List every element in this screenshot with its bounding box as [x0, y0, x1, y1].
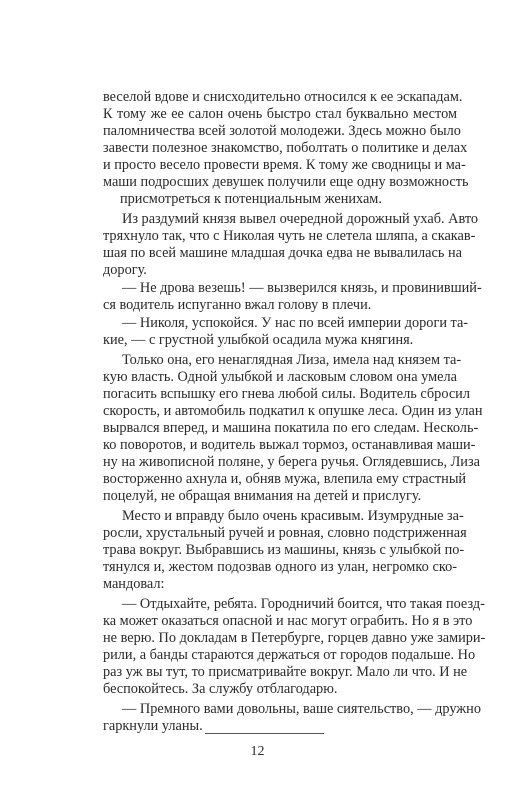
- text-line: не верю. По докладам в Петербурге, горцев давно уже замири-: [103, 630, 486, 646]
- text-line: дорогу.: [103, 262, 147, 278]
- text-line: завести полезное знакомство, поболтать о политике и делах: [103, 140, 468, 156]
- text-line: мандовал:: [103, 576, 165, 592]
- text-line: — Отдыхайте, ребята. Городничий боится, что такая поезд-: [122, 596, 485, 612]
- text-line: росли, хрустальный ручей и ровная, словно подстриженная: [103, 525, 467, 541]
- text-line: ка может оказаться опасной и нас могут ограбить. Но я в это: [103, 613, 473, 629]
- text-line: паломничества всей золотой молодежи. Здесь можно было: [103, 123, 461, 139]
- text-line: Из раздумий князя вывел очередной дорожный ухаб. Авто: [122, 211, 479, 227]
- text-line: и просто весело провести время. К тому же сводницы и ма-: [103, 157, 466, 173]
- text-line: тряхнуло так, что с Николая чуть не слетела шляпа, а скакав-: [103, 228, 476, 244]
- text-line: тянулся и, жестом подозвав одного из улан, негромко ско-: [103, 559, 457, 575]
- text-line: — Премного вами довольны, ваше сиятельство, — дружно: [122, 701, 481, 717]
- text-line: поцелуй, не обращая внимания на детей и прислугу.: [103, 488, 422, 504]
- text-line: погасить вспышку его гнева любой силы. Водитель сбросил: [103, 386, 470, 402]
- text-line: раз уж вы тут, то присматривайте вокруг. Мало ли что. И не: [103, 664, 468, 680]
- text-line: кие, — с грустной улыбкой осадила мужа княгиня.: [103, 332, 414, 348]
- text-line: присмотреться к потенциальным женихам.: [120, 191, 382, 207]
- text-line: Только она, его ненаглядная Лиза, имела над князем та-: [122, 352, 462, 368]
- text-line: шая по всей машине младшая дочка едва не вывалилась на: [103, 245, 462, 261]
- text-line: ну на живописной поляне, у берега ручья. Оглядевшись, Лиза: [103, 454, 480, 470]
- text-line: К тому же ее салон очень быстро стал буквально местом: [103, 106, 457, 122]
- text-line: маши подросших девушек получили еще одну возможность: [103, 174, 469, 190]
- text-line: трава вокруг. Выбравшись из машины, князь с улыбкой по-: [103, 542, 465, 558]
- text-line: рили, а банды стараются держаться от городов подальше. Но: [103, 647, 476, 663]
- footer-rule: [205, 733, 324, 734]
- text-line: ко поворотов, и водитель выжал тормоз, останавливая маши-: [103, 437, 476, 453]
- text-line: беспокойтесь. За службу отблагодарю.: [103, 681, 338, 697]
- text-line: ся водитель испуганно вжал голову в плечи.: [103, 297, 372, 313]
- text-line: веселой вдове и снисходительно относился к ее эскападам.: [103, 89, 463, 105]
- text-line: — Николя, успокойся. У нас по всей империи дороги та-: [122, 315, 469, 331]
- text-line: кую власть. Одной улыбкой и ласковым словом она умела: [103, 369, 457, 385]
- text-line: Место и вправду было очень красивым. Изумрудные за-: [122, 508, 464, 524]
- text-line: вырвался вперед, и машина покатила по его следам. Несколь-: [103, 420, 479, 436]
- page-number: 12: [250, 744, 265, 759]
- text-line: — Не дрова везешь! — вызверился князь, и провинивший-: [122, 280, 482, 296]
- text-line: гаркнули уланы.: [103, 718, 203, 734]
- text-line: восторженно ахнула и, обняв мужа, влепила ему страстный: [103, 471, 467, 487]
- text-line: скорость, и автомобиль подкатил к опушке леса. Один из улан: [103, 403, 483, 419]
